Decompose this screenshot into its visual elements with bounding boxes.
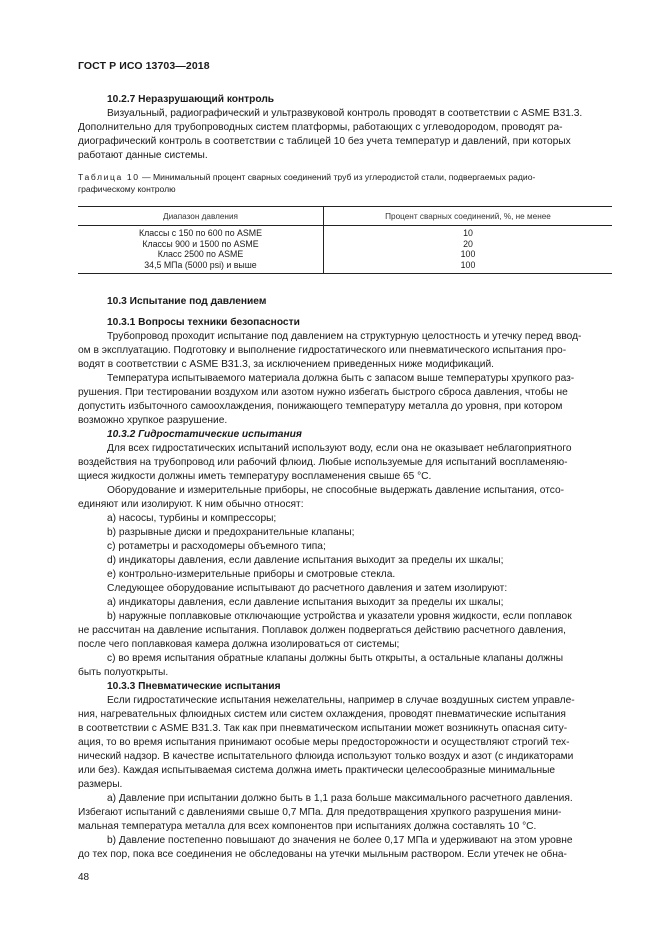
section-heading-10-2-7: 10.2.7 Неразрушающий контроль <box>107 94 275 105</box>
percent-cell <box>324 226 613 274</box>
paragraph-line: водят в соответствии с ASME B31.3, за исключением приведенных ниже модификаций. <box>78 359 494 370</box>
table-header-row <box>78 207 612 226</box>
paragraph-line: единяют или изолируют. К ним обычно относят: <box>78 499 304 510</box>
pressure-range-value: Классы с 150 по 600 по ASME <box>139 228 262 238</box>
paragraph-line: Температура испытываемого материала должна быть с запасом выше температуры хрупкого раз- <box>107 373 575 384</box>
percent-value: 20 <box>463 238 473 249</box>
document-code: ГОСТ Р ИСО 13703—2018 <box>78 60 210 72</box>
column-header-percent: Процент сварных соединений, %, не менее <box>324 207 613 226</box>
list-item: b) наружные поплавковые отключающие устройства и указатели уровня жидкости, если поплавок <box>107 611 572 622</box>
percent-value: 100 <box>460 249 476 260</box>
section-heading-10-3-3: 10.3.3 Пневматические испытания <box>107 681 281 692</box>
paragraph-line: быть полуоткрыты. <box>78 667 169 678</box>
pressure-range-value: Классы 900 и 1500 по ASME <box>142 238 259 249</box>
paragraph-line: Дополнительно для трубопроводных систем платформы, работающих с углеводородом, проводят ра- <box>78 122 563 133</box>
paragraph-line: Для всех гидростатических испытаний используют воду, если она не оказывает неблагоприятного <box>107 443 572 454</box>
paragraph-line: в соответствии с ASME B31.3. Так как при пневматическом испытании может возникнуть опасная ситу- <box>78 723 568 734</box>
table-caption-continuation: графическому контролю <box>78 184 176 194</box>
list-item: c) во время испытания обратные клапаны должны быть открыты, а остальные клапаны должны <box>107 653 564 664</box>
paragraph-line: Визуальный, радиографический и ультразвуковой контроль проводят в соответствии с ASME B31.3. <box>107 108 583 119</box>
pressure-range-value: 34,5 МПа (5000 psi) и выше <box>144 259 257 270</box>
radiographic-control-table <box>78 206 612 274</box>
section-heading-10-3: 10.3 Испытание под давлением <box>107 296 267 307</box>
paragraph-line: рушения. При тестировании воздухом или азотом нужно избегать быстрого сброса давления, чтобы не <box>78 387 568 398</box>
paragraph-line: ния, нагревательных флюидных систем или систем охлаждения, проводят пневматические испытания <box>78 709 566 720</box>
list-item: d) индикаторы давления, если давление испытания выходит за пределы их шкалы; <box>107 555 504 566</box>
table-caption-text: — Минимальный процент сварных соединений труб из углеродистой стали, подвергаемых радио- <box>139 172 536 182</box>
percent-value: 10 <box>463 228 473 238</box>
paragraph-line: размеры. <box>78 779 123 790</box>
pressure-range-value: Класс 2500 по ASME <box>157 249 244 260</box>
paragraph-line: Трубопровод проходит испытание под давлением на структурную целостность и утечку перед ввод- <box>107 331 582 342</box>
table-row <box>78 226 612 274</box>
paragraph-line: Избегают испытаний с давлениями свыше 0,7 МПа. Для предотвращения хрупкого разрушения мини- <box>78 807 562 818</box>
paragraph-line: мальная температура металла для всех компонентов при испытаниях должна составлять 10 °С. <box>78 821 537 832</box>
paragraph-line: работают данные системы. <box>78 150 208 161</box>
section-heading-10-3-2: 10.3.2 Гидростатические испытания <box>107 429 302 440</box>
paragraph-line: нический надзор. В качестве испытательного флюида используют только воздух и азот (с индикаторами <box>78 751 574 762</box>
list-item: b) разрывные диски и предохранительные клапаны; <box>107 527 355 538</box>
list-item: c) ротаметры и расходомеры объемного типа; <box>107 541 326 552</box>
paragraph-line: ация, то во время испытания принимают особые меры предосторожности и осуществляют строгий тех- <box>78 737 570 748</box>
paragraph-line: диографический контроль в соответствии с таблицей 10 без учета температур и давлений, при которых <box>78 136 571 147</box>
page-number: 48 <box>78 872 90 883</box>
paragraph-line: Оборудование и измерительные приборы, не способные выдержать давление испытания, отсо- <box>107 485 565 496</box>
paragraph-line: воздействия на трубопровод или рабочий флюид. Любые используемые для испытаний воспламеняю- <box>78 457 568 468</box>
paragraph-line: допустить избыточного самоохлаждения, понижающего температуру металла до уровня, при котором <box>78 401 563 412</box>
paragraph-line: ом в эксплуатацию. Подготовку и выполнение гидростатического или пневматического испытания про- <box>78 345 567 356</box>
column-header-pressure-range: Диапазон давления <box>78 207 324 226</box>
paragraph-line: не рассчитан на давление испытания. Поплавок должен подвергаться действию расчетного давления, <box>78 625 566 636</box>
paragraph-line: Если гидростатические испытания нежелательны, например в случае воздушных систем управле- <box>107 695 575 706</box>
list-item: а) индикаторы давления, если давление испытания выходит за пределы их шкалы; <box>107 597 504 608</box>
section-heading-10-3-1: 10.3.1 Вопросы техники безопасности <box>107 317 300 328</box>
paragraph-line: щиеся жидкости должны иметь температуру воспламенения свыше 65 °С. <box>78 471 432 482</box>
list-item: а) Давление при испытании должно быть в 1,1 раза больше максимального расчетного давления. <box>107 793 573 804</box>
table-caption-label: Таблица 10 <box>78 172 140 182</box>
paragraph-line: Следующее оборудование испытывают до расчетного давления и затем изолируют: <box>107 583 508 594</box>
list-item: e) контрольно-измерительные приборы и смотровые стекла. <box>107 569 396 580</box>
paragraph-line: до тех пор, пока все соединения не обследованы на утечки мыльным раствором. Если утечек не обна- <box>78 849 567 860</box>
list-item: а) насосы, турбины и компрессоры; <box>107 513 277 524</box>
list-item: b) Давление постепенно повышают до значения не более 0,17 МПа и удерживают на этом уровне <box>107 835 573 846</box>
pressure-range-cell <box>78 226 324 274</box>
table-caption <box>78 172 611 184</box>
paragraph-line: возможно хрупкое разрушение. <box>78 415 228 426</box>
percent-value: 100 <box>460 259 476 270</box>
paragraph-line: после чего поплавковая камера должна изолироваться от системы; <box>78 639 400 650</box>
paragraph-line: или без). Каждая испытываемая система должна иметь практически целесообразные минимальные <box>78 765 556 776</box>
